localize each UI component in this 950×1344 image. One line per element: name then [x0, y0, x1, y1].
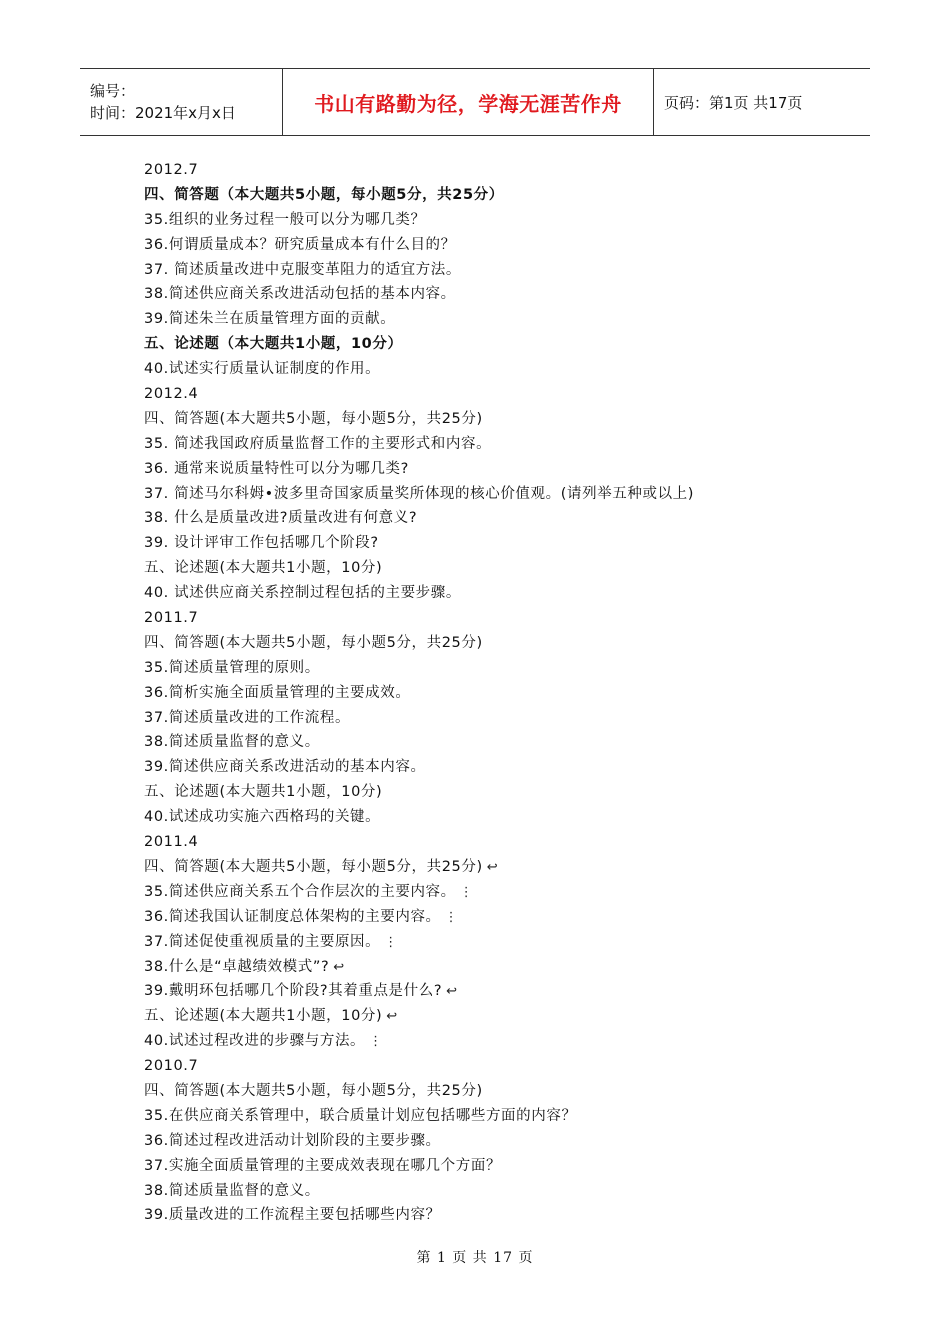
- header-page-info: 页码：第1页 共17页: [664, 93, 803, 112]
- document-line: [144, 606, 844, 631]
- document-line: [144, 158, 844, 183]
- line-text: 37.简述促使重视质量的主要原因。: [144, 933, 381, 950]
- line-text: 38.简述质量监督的意义。: [144, 1182, 320, 1199]
- document-line: [144, 382, 844, 407]
- line-text: 39.简述朱兰在质量管理方面的贡献。: [144, 311, 396, 328]
- line-text: 40.试述成功实施六西格玛的关键。: [144, 809, 381, 826]
- line-text: 36.简析实施全面质量管理的主要成效。: [144, 684, 411, 701]
- line-text: 四、简答题(本大题共5小题，每小题5分，共25分): [144, 634, 483, 651]
- line-text: 38.简述供应商关系改进活动包括的基本内容。: [144, 286, 456, 303]
- line-text: 37.简述质量改进的工作流程。: [144, 709, 351, 726]
- document-body: [144, 158, 844, 1228]
- paragraph-mark-icon: ⋮: [369, 1034, 383, 1050]
- document-line: [144, 656, 844, 681]
- document-line: [144, 905, 844, 930]
- document-line: [144, 407, 844, 432]
- document-line: [144, 258, 844, 283]
- line-text: 四、简答题（本大题共5小题，每小题5分，共25分）: [144, 186, 504, 203]
- document-line: [144, 631, 844, 656]
- document-line: [144, 457, 844, 482]
- line-text: 四、简答题(本大题共5小题，每小题5分，共25分): [144, 858, 483, 875]
- line-text: 四、简答题(本大题共5小题，每小题5分，共25分): [144, 1082, 483, 1099]
- document-line: [144, 307, 844, 332]
- document-line: [144, 755, 844, 780]
- line-text: 四、简答题(本大题共5小题，每小题5分，共25分): [144, 410, 483, 427]
- paragraph-mark-icon: ⋮: [384, 934, 398, 950]
- line-text: 35.在供应商关系管理中，联合质量计划应包括哪些方面的内容？: [144, 1107, 577, 1124]
- header-motto: 书山有路勤为径，学海无涯苦作舟: [314, 91, 622, 116]
- document-line: [144, 208, 844, 233]
- document-line: [144, 1154, 844, 1179]
- document-date: 时间：2021年x月x日: [90, 104, 236, 122]
- document-line: [144, 1179, 844, 1204]
- header-page-cell: [654, 69, 870, 135]
- paragraph-mark-icon: ↩: [386, 1009, 398, 1025]
- line-text: 38.简述质量监督的意义。: [144, 734, 320, 751]
- line-text: 35.简述供应商关系五个合作层次的主要内容。: [144, 883, 456, 900]
- line-text: 36. 通常来说质量特性可以分为哪几类?: [144, 460, 409, 477]
- page-header: [80, 68, 870, 136]
- document-line: [144, 1004, 844, 1029]
- document-line: [144, 357, 844, 382]
- document-line: [144, 432, 844, 457]
- line-text: 37. 简述质量改进中克服变革阻力的适宜方法。: [144, 261, 461, 278]
- line-text: 五、论述题(本大题共1小题，10分): [144, 1008, 383, 1025]
- paragraph-mark-icon: ↩: [333, 959, 345, 975]
- document-line: [144, 1079, 844, 1104]
- line-text: 40.试述过程改进的步骤与方法。: [144, 1033, 366, 1050]
- document-line: [144, 880, 844, 905]
- line-text: 2012.4: [144, 386, 199, 403]
- line-text: 39.戴明环包括哪几个阶段?其着重点是什么?: [144, 983, 443, 1000]
- document-number-label: 编号：: [90, 82, 136, 100]
- paragraph-mark-icon: ⋮: [459, 884, 474, 900]
- line-text: 39.简述供应商关系改进活动的基本内容。: [144, 759, 426, 776]
- line-text: 35.简述质量管理的原则。: [144, 659, 320, 676]
- document-line: [144, 233, 844, 258]
- line-text: 35. 简述我国政府质量监督工作的主要形式和内容。: [144, 435, 492, 452]
- line-text: 39. 设计评审工作包括哪几个阶段?: [144, 535, 379, 552]
- document-line: [144, 1203, 844, 1228]
- document-line: [144, 830, 844, 855]
- line-text: 五、论述题(本大题共1小题，10分): [144, 560, 383, 577]
- line-text: 37.实施全面质量管理的主要成效表现在哪几个方面？: [144, 1157, 502, 1174]
- document-line: [144, 930, 844, 955]
- paragraph-mark-icon: ⋮: [444, 909, 459, 925]
- line-text: 35.组织的业务过程一般可以分为哪几类？: [144, 211, 426, 228]
- line-text: 2012.7: [144, 162, 199, 178]
- line-text: 38.什么是“卓越绩效模式”?: [144, 958, 330, 975]
- document-line: [144, 482, 844, 507]
- line-text: 36.简述过程改进活动计划阶段的主要步骤。: [144, 1132, 441, 1149]
- line-text: 2011.7: [144, 610, 199, 627]
- document-line: [144, 979, 844, 1004]
- line-text: 2010.7: [144, 1058, 199, 1075]
- document-line: [144, 581, 844, 606]
- document-line: [144, 706, 844, 731]
- line-text: 36.何谓质量成本？研究质量成本有什么目的？: [144, 236, 456, 253]
- document-line: [144, 1129, 844, 1154]
- document-line: [144, 1029, 844, 1054]
- document-line: [144, 506, 844, 531]
- document-line: [144, 730, 844, 755]
- line-text: 2011.4: [144, 834, 199, 851]
- line-text: 40.试述实行质量认证制度的作用。: [144, 361, 381, 378]
- document-line: [144, 556, 844, 581]
- page-footer: 第 1 页 共 17 页: [416, 1250, 534, 1266]
- document-line: [144, 681, 844, 706]
- document-line: [144, 955, 844, 980]
- paragraph-mark-icon: ↩: [446, 984, 458, 1000]
- line-text: 36.简述我国认证制度总体架构的主要内容。: [144, 908, 441, 925]
- document-line: [144, 531, 844, 556]
- document-line: [144, 282, 844, 307]
- document-line: [144, 183, 844, 208]
- line-text: 40. 试述供应商关系控制过程包括的主要步骤。: [144, 585, 461, 602]
- document-line: [144, 780, 844, 805]
- document-line: [144, 855, 844, 880]
- paragraph-mark-icon: ↩: [486, 859, 499, 875]
- header-meta: [80, 69, 282, 135]
- line-text: 五、论述题(本大题共1小题，10分): [144, 784, 383, 801]
- document-line: [144, 1104, 844, 1129]
- document-line: [144, 1054, 844, 1079]
- line-text: 39.质量改进的工作流程主要包括哪些内容？: [144, 1207, 441, 1224]
- header-motto-cell: [282, 69, 654, 135]
- document-line: [144, 805, 844, 830]
- document-line: [144, 332, 844, 357]
- line-text: 37. 简述马尔科姆•波多里奇国家质量奖所体现的核心价值观。(请列举五种或以上): [144, 485, 695, 502]
- line-text: 38. 什么是质量改进?质量改进有何意义?: [144, 510, 418, 527]
- line-text: 五、论述题（本大题共1小题，10分）: [144, 336, 403, 353]
